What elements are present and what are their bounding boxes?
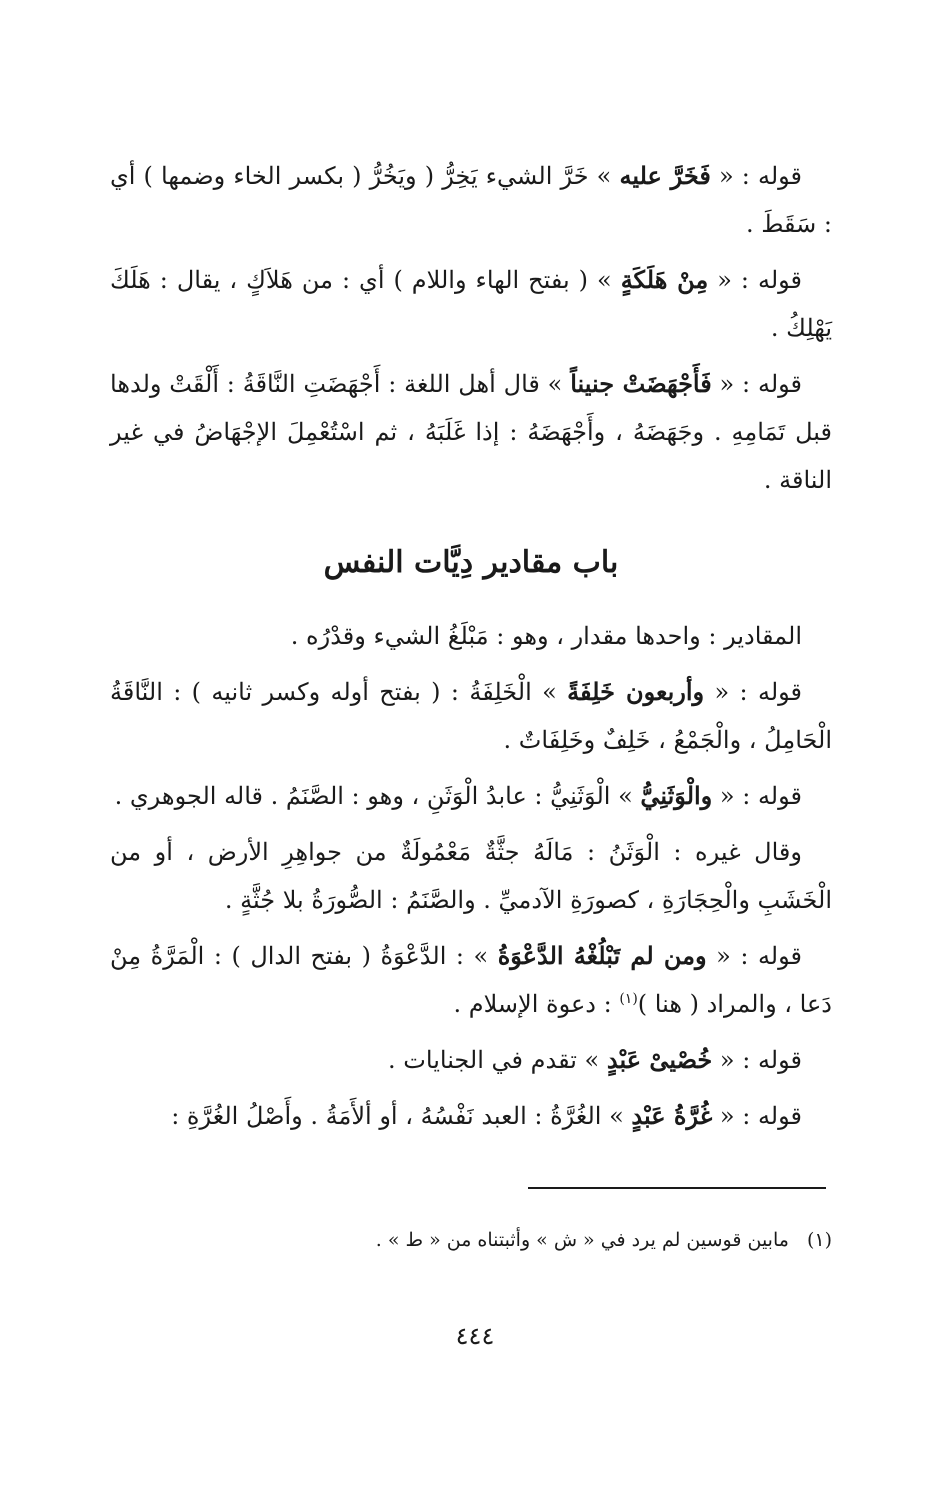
paragraph-text: » : الدَّعْوَةُ ( بفتح الدال ) : الْمَرَّةُ مِنْ دَعا ، والمراد ( هنا )	[110, 942, 832, 1018]
keyword: والْوَثَنِيُّ	[640, 781, 713, 810]
paragraph-khalifa	[110, 668, 832, 764]
quote-prefix: قوله : «	[712, 1046, 802, 1074]
footnote	[110, 1225, 832, 1255]
paragraph-ajhadat	[110, 360, 832, 504]
quote-prefix: قوله : «	[704, 678, 802, 706]
quote-prefix: قوله : «	[710, 162, 803, 190]
keyword: مِنْ هَلَكَةٍ	[620, 265, 709, 294]
keyword: فَأَجْهَضَتْ جنيناً	[570, 369, 712, 398]
paragraph-khusyi	[110, 1036, 832, 1084]
footnote-text: مابين قوسين لم يرد في « ش » وأثبتناه من « ط » .	[375, 1229, 789, 1251]
quote-prefix: قوله : «	[706, 942, 802, 970]
footnote-number: (١)	[806, 1229, 832, 1251]
top-text-block	[110, 152, 832, 504]
paragraph-text: » الْخَلِفَةُ : ( بفتح أوله وكسر ثانيه ) : النَّاقَةُ الْحَامِلُ ، والْجَمْعُ ، خَلِفٌ وخَلِفَاتٌ .	[110, 678, 832, 754]
keyword: فَخَرَّ عليه	[619, 161, 711, 190]
paragraph-text: : دعوة الإسلام .	[453, 990, 620, 1018]
paragraph-text: » الغُرَّةُ : العبد نَفْسُهُ ، أو ألأَمَةُ . وأَصْلُ الغُرَّةِ :	[171, 1102, 632, 1130]
paragraph-wathani	[110, 772, 832, 820]
quote-prefix: قوله : «	[711, 370, 803, 398]
paragraph-dawa	[110, 932, 832, 1028]
footnote-divider	[528, 1187, 826, 1189]
paragraph-text: » تقدم في الجنايات .	[388, 1046, 607, 1074]
paragraph-text: » الْوَثَنِيُّ : عابدُ الْوَثَنِ ، وهو : الصَّنَمُ . قاله الجوهري .	[114, 782, 641, 810]
quote-prefix: قوله : «	[708, 266, 803, 294]
bottom-text-block	[110, 612, 832, 1140]
paragraph-text: » خَرَّ الشيء يَخِرُّ ( ويَخُرُّ ( بكسر الخاء وضمها ) أي : سَقَطَ .	[110, 162, 832, 238]
paragraph-text: » قال أهل اللغة : أَجْهَضَتِ النَّاقَةُ : أَلْقَتْ ولدها قبل تَمَامِهِ . وجَهَضَهُ ، وأَجْهَضَهُ : إذا غَلَبَهُ ، ثم اسْتُعْمِلَ الإجْهَاضُ في غير الناقة .	[110, 370, 832, 494]
paragraph-wathan-definition: وقال غيره : الْوَثَنُ : مَالَهُ جثَّةٌ مَعْمُولَةٌ من جواهِرِ الأرض ، أو من الْخَشَبِ والْحِجَارَةِ ، كصورَةِ الآدميِّ . والصَّنَمُ : الصُّورَةُ بلا جُثَّةٍ .	[110, 838, 832, 914]
quote-prefix: قوله : «	[712, 1102, 802, 1130]
keyword: وأربعون خَلِفَةً	[567, 677, 705, 706]
page-number: ٤٤٤	[455, 1322, 495, 1350]
quote-prefix: قوله : «	[712, 782, 802, 810]
paragraph-ghurra	[110, 1092, 832, 1140]
paragraph-text: » ( بفتح الهاء واللام ) أي : من هَلاَكٍ ، يقال : هَلَكَ يَهْلِكُ .	[110, 266, 832, 342]
section-heading: باب مقادير دِيَّات النفس	[323, 545, 619, 580]
keyword: ومن لم تَبْلُغْهُ الدَّعْوَةُ	[497, 941, 707, 970]
paragraph-fakharra	[110, 152, 832, 248]
footnote-reference: (١)	[619, 991, 638, 1007]
keyword: غُرَّةُ عَبْدٍ	[631, 1101, 713, 1130]
keyword: خُصْيىْ عَبْدٍ	[606, 1045, 713, 1074]
intro-line: المقادير : واحدها مقدار ، وهو : مَبْلَغُ الشيء وقدْرُه .	[290, 622, 802, 650]
paragraph-halaka	[110, 256, 832, 352]
